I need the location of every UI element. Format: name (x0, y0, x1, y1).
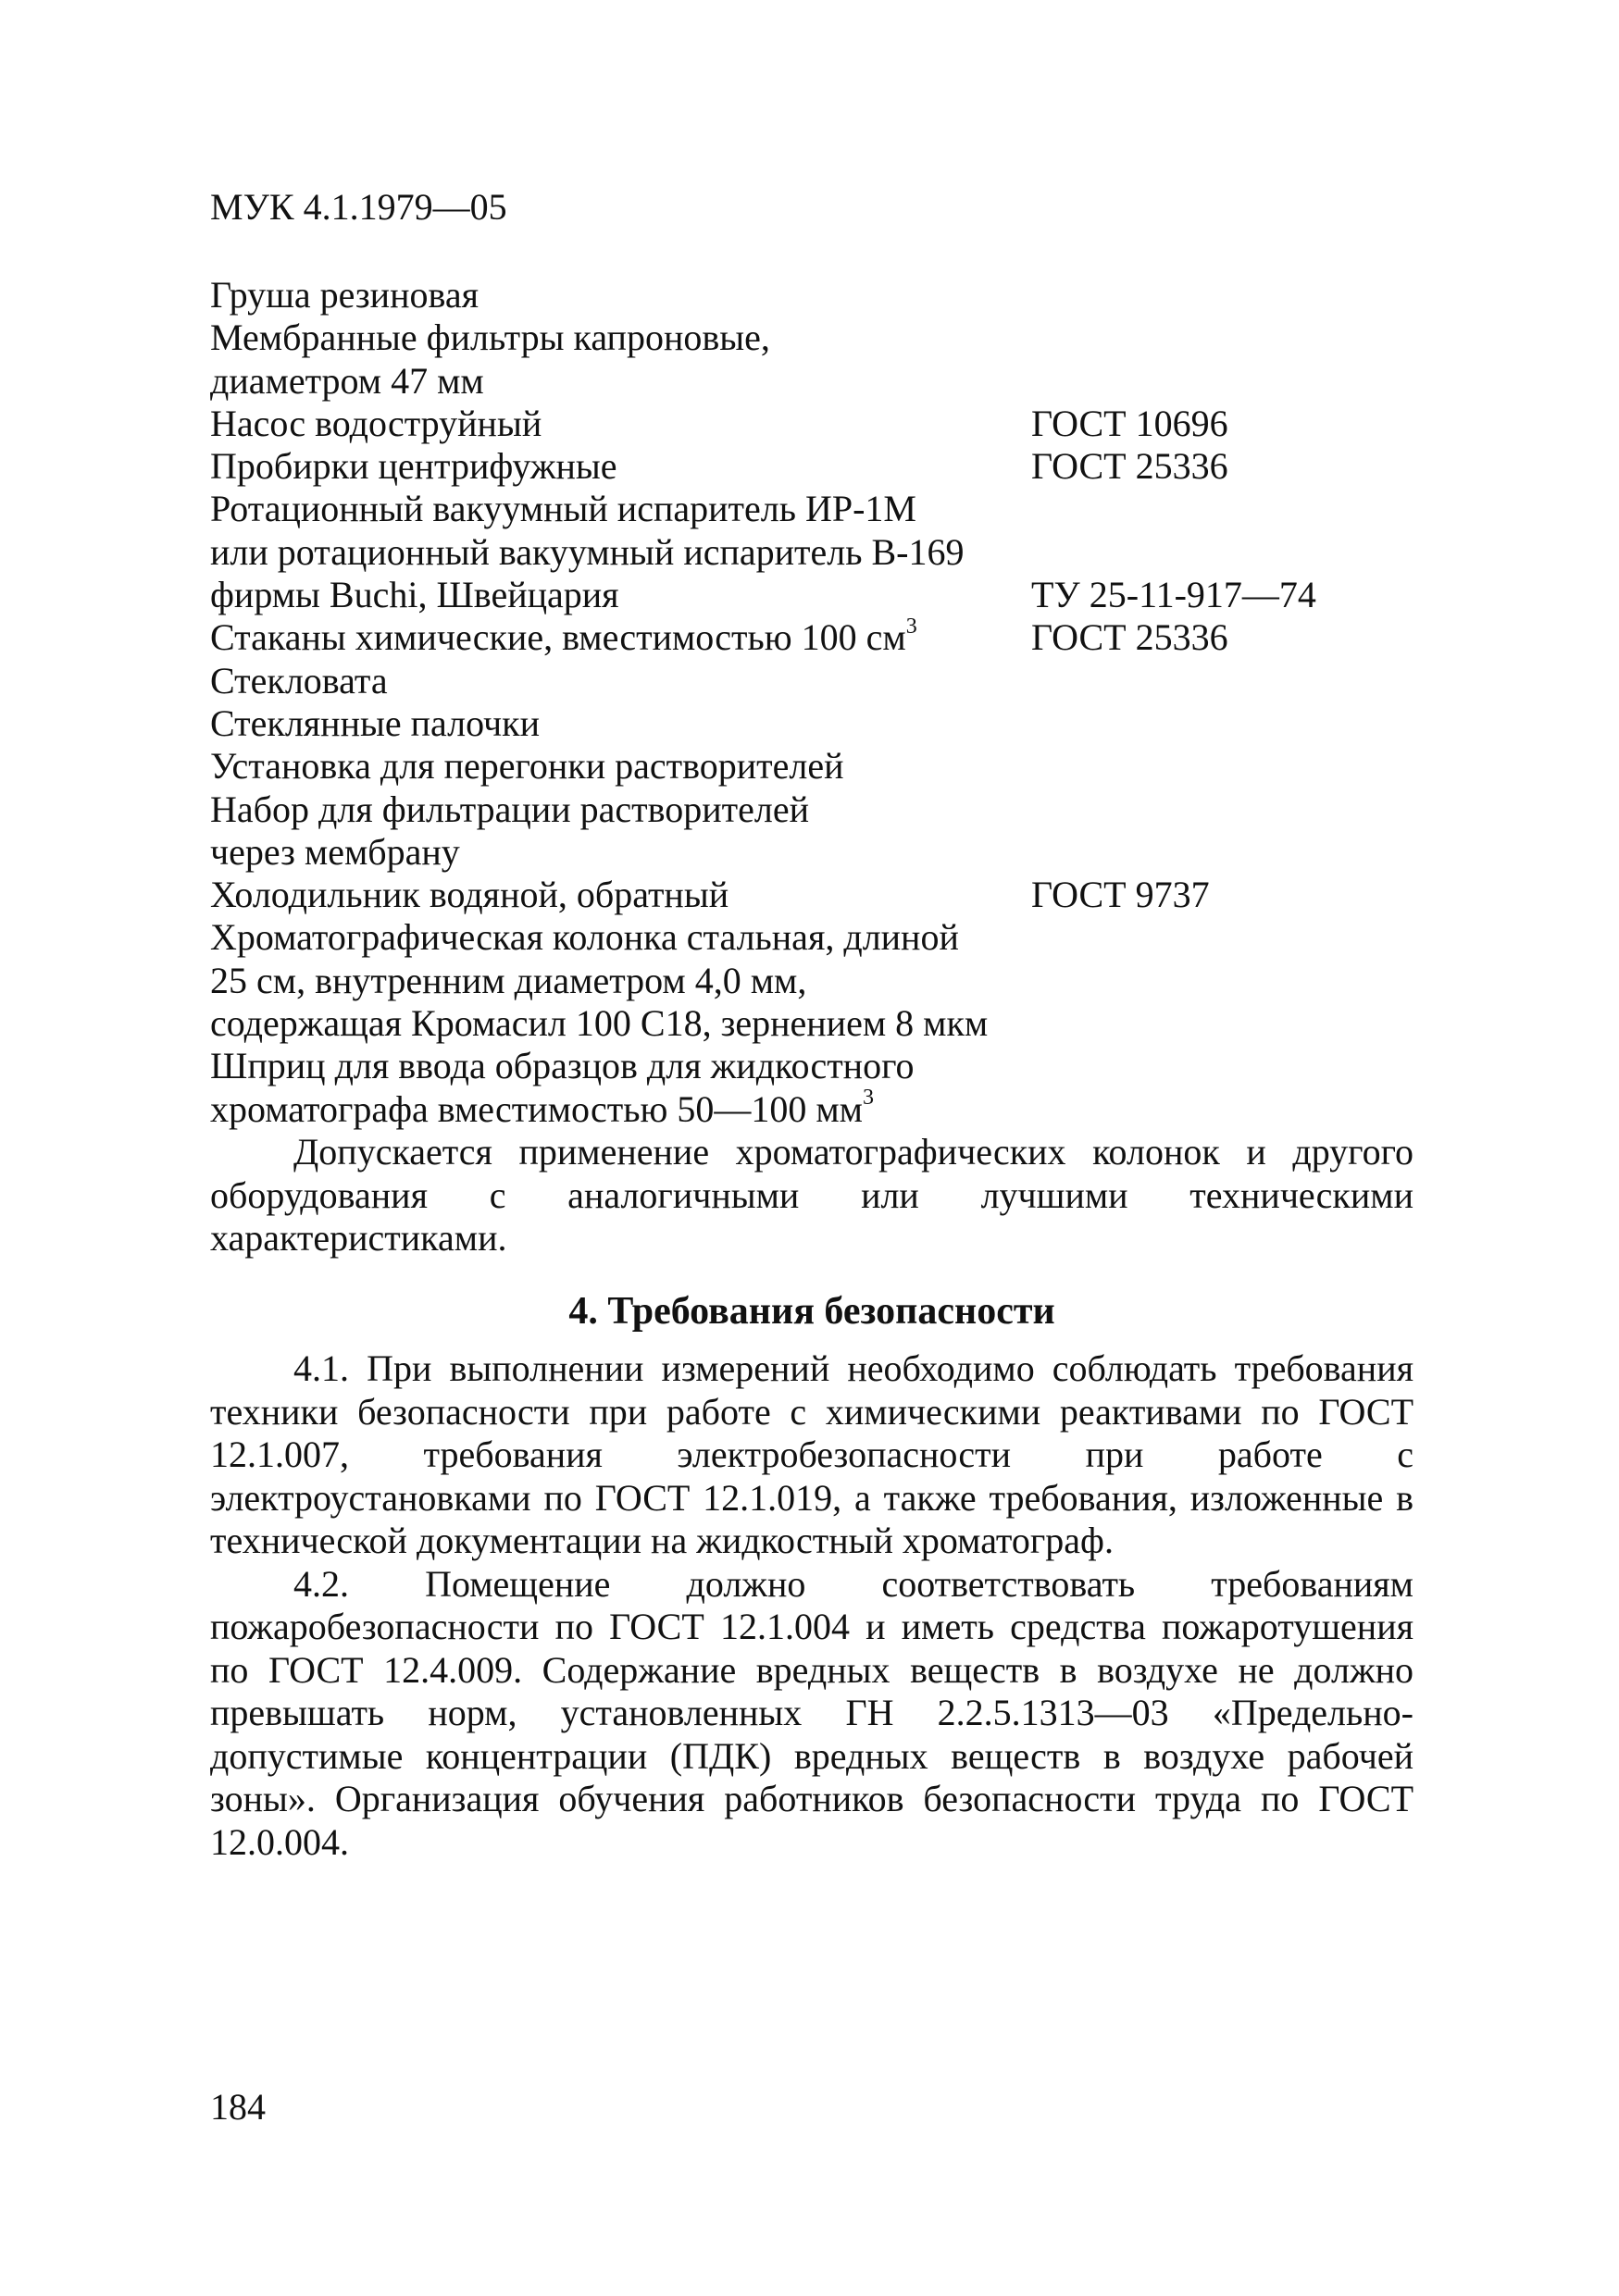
equipment-list (210, 274, 1414, 1131)
equipment-row (210, 360, 1414, 403)
equipment-row (210, 1045, 1414, 1087)
section-heading: 4. Требования безопасности (568, 1290, 1055, 1333)
paragraph-4-1: 4.1. При выполнении измерений необходимо соблюдать требования техники безопасности при работе с химическими реактивами по ГОСТ 12.1.007, требования электробезопасности при работе с электроустановками по ГОСТ 12.1.019, а также требования, изложенные в технической документации на жидкостный хроматограф. (210, 1347, 1414, 1561)
equipment-row (210, 660, 1414, 702)
equipment-row (210, 788, 1414, 831)
equipment-name-text: хроматографа вместимостью 50—100 мм (210, 1087, 863, 1130)
equipment-name: Ротационный вакуумный испаритель ИР-1М (210, 488, 916, 530)
equipment-row (210, 831, 1414, 874)
equipment-row (210, 316, 1414, 359)
equipment-name-text: Стаканы химические, вместимостью 100 см (210, 616, 906, 659)
equipment-row (210, 960, 1414, 1002)
equipment-row (210, 445, 1414, 488)
equipment-name: или ротационный вакуумный испаритель В-169 (210, 530, 965, 573)
equipment-row (210, 488, 1414, 530)
document-code: МУК 4.1.1979—05 (210, 186, 507, 228)
superscript: 3 (862, 1086, 874, 1111)
equipment-row (210, 616, 1414, 659)
equipment-row (210, 531, 1414, 574)
equipment-name: Набор для фильтрации растворителей (210, 788, 810, 830)
equipment-standard: ГОСТ 9737 (1031, 874, 1210, 916)
equipment-name: Мембранные фильтры капроновые, (210, 316, 770, 359)
equipment-row (210, 1088, 1414, 1131)
equipment-name: 25 см, внутренним диаметром 4,0 мм, (210, 959, 807, 1001)
equipment-row (210, 874, 1414, 916)
equipment-name: Насос водоструйный (210, 402, 542, 444)
equipment-name: Стеклянные палочки (210, 701, 541, 744)
equipment-name: Пробирки центрифужные (210, 445, 617, 488)
equipment-name: содержащая Кромасил 100 С18, зернением 8 мкм (210, 1002, 989, 1045)
equipment-row (210, 574, 1414, 616)
section-body (210, 1347, 1414, 1864)
equipment-name: Установка для перегонки растворителей (210, 745, 844, 788)
equipment-name: Груша резиновая (210, 274, 479, 316)
equipment-standard: ГОСТ 25336 (1031, 445, 1228, 488)
page-number: 184 (210, 2086, 266, 2128)
superscript: 3 (905, 614, 917, 639)
equipment-standard: ТУ 25-11-917—74 (1031, 574, 1316, 616)
equipment-name: Хроматографическая колонка стальная, длиной (210, 916, 959, 959)
equipment-row (210, 1002, 1414, 1045)
equipment-name: через мембрану (210, 830, 460, 873)
equipment-row (210, 403, 1414, 445)
equipment-name (210, 616, 917, 659)
equipment-name: Стекловата (210, 659, 388, 701)
note-block (210, 1131, 1414, 1260)
equipment-row (210, 745, 1414, 788)
paragraph-4-2: 4.2. Помещение должно соответствовать требованиям пожаробезопасности по ГОСТ 12.1.004 и иметь средства пожаротушения по ГОСТ 12.4.009. Содержание вредных веществ в воздухе не должно превышать норм, установленных ГН 2.2.5.1313—03 «Предельно-допустимые концентрации (ПДК) вредных веществ в воздухе рабочей зоны». Организация обучения работников безопасности труда по ГОСТ 12.0.004. (210, 1562, 1414, 1863)
equipment-row (210, 916, 1414, 959)
equipment-name: Холодильник водяной, обратный (210, 874, 729, 916)
equipment-standard: ГОСТ 10696 (1031, 402, 1228, 444)
equipment-row (210, 702, 1414, 745)
note-paragraph: Допускается применение хроматографических колонок и другого оборудования с аналогичными или лучшими техническими характеристиками. (210, 1131, 1414, 1259)
equipment-name (210, 1088, 874, 1131)
equipment-standard: ГОСТ 25336 (1031, 616, 1228, 659)
equipment-name: диаметром 47 мм (210, 359, 484, 402)
equipment-row (210, 274, 1414, 316)
equipment-name: фирмы Buchi, Швейцария (210, 574, 619, 616)
equipment-name: Шприц для ввода образцов для жидкостного (210, 1045, 915, 1087)
